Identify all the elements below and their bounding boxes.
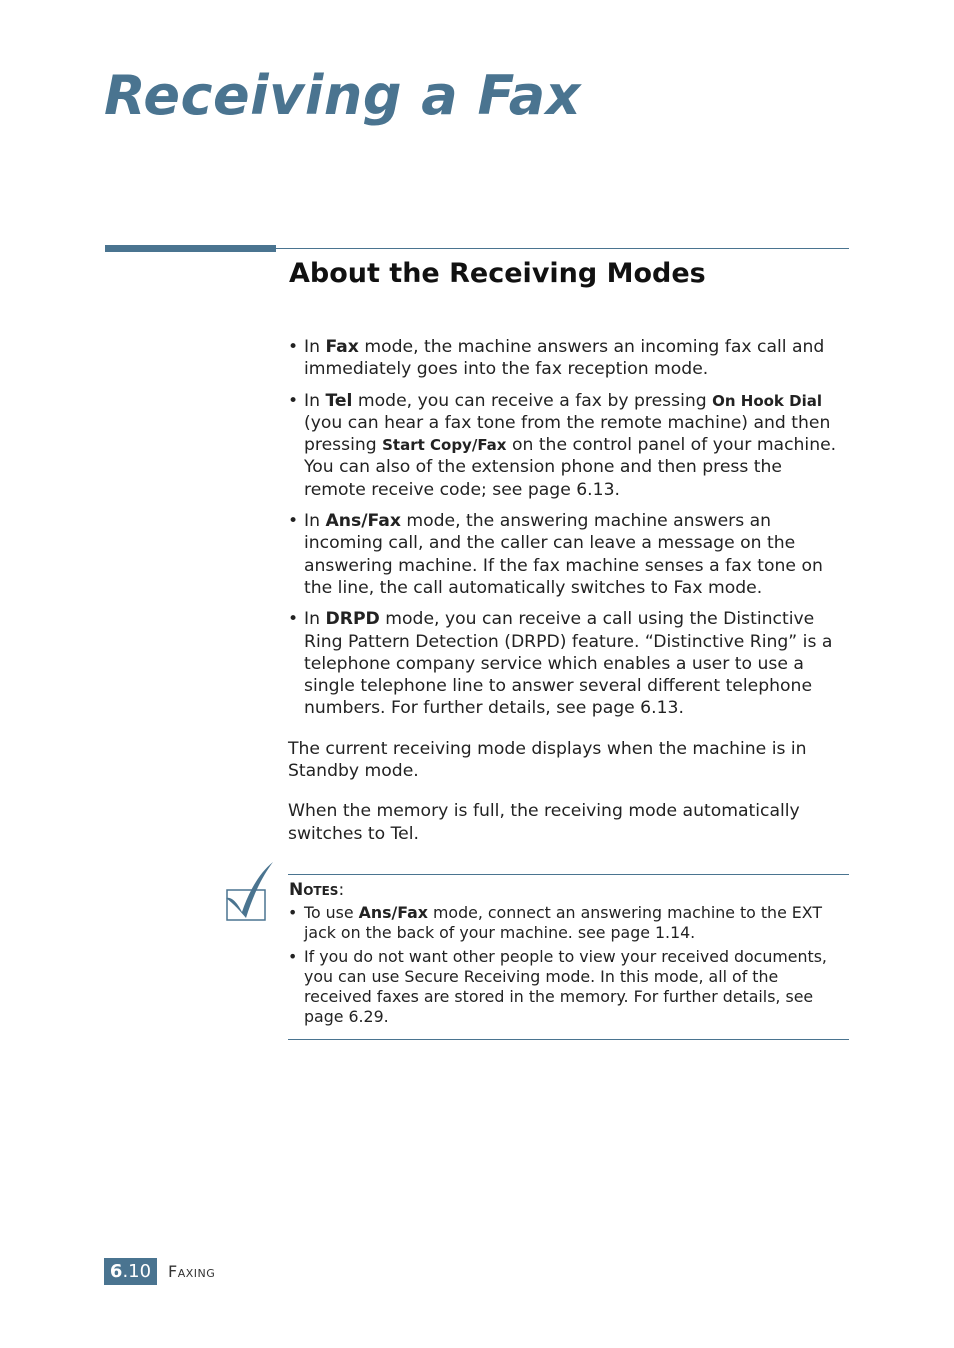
chapter-name: Faxing (168, 1262, 216, 1281)
bullet-text: (you can hear a fax tone from the remote machine) and then pressing (304, 412, 831, 456)
mode-name: Fax (325, 337, 359, 357)
bullet-text: In (304, 511, 326, 532)
list-item-ans-fax-mode (288, 510, 848, 599)
chapter-number: 6 (109, 1261, 123, 1282)
list-item-tel-mode (288, 390, 848, 501)
notes-colon: : (338, 880, 345, 900)
page-number-badge (104, 1258, 157, 1285)
page-footer (104, 1258, 215, 1285)
section-rule-thick (105, 245, 276, 252)
note-item (288, 947, 849, 1027)
note-item (288, 903, 849, 943)
paragraph-memory-full: When the memory is full, the receiving mode automatically switches to Tel. (288, 801, 800, 844)
section-heading: About the Receiving Modes (289, 258, 706, 289)
list-item-fax-mode (288, 336, 848, 381)
key-label: Start Copy/Fax (382, 436, 507, 455)
page-title: Receiving a Fax (104, 64, 581, 127)
notes-title-text: Notes (289, 880, 339, 900)
mode-name: Tel (325, 390, 353, 411)
mode-name: Ans/Fax (325, 511, 401, 532)
page-number: .10 (122, 1261, 152, 1282)
note-text: If you do not want other people to view your received documents, you can use Secure Receiving mode. In this mode, all of the received faxes are stored in the memory. For further details, see page 6.29. (304, 947, 827, 1026)
bullet-text: mode, you can receive a call using the Distinctive Ring Pattern Detection (DRPD) feature. “Distinctive Ring” is a telephone company service which enables a user to use a single telephone line to answer several different telephone numbers. For further details, see page 6.13. (304, 609, 833, 719)
bullet-text: In (304, 609, 326, 630)
mode-name: Ans/Fax (358, 903, 428, 922)
mode-list (288, 336, 848, 720)
list-item-drpd-mode (288, 608, 848, 719)
bullet-text: mode, the answering machine answers an incoming call, and the caller can leave a message on the answering machine. If the fax machine senses a fax tone on the line, the call automatically switches to Fax mode. (304, 511, 823, 598)
notes-box (288, 874, 849, 1040)
mode-name: DRPD (325, 609, 380, 630)
bullet-text: In (304, 337, 326, 357)
bullet-text: mode, the machine answers an incoming fax call and immediately goes into the fax reception mode. (304, 337, 825, 380)
paragraph-standby: The current receiving mode displays when the machine is in Standby mode. (288, 738, 807, 782)
bullet-text: In (304, 390, 326, 411)
notes-list (288, 903, 849, 1027)
section-rule-thin (276, 248, 849, 249)
notes-title (289, 880, 849, 900)
bullet-text: on the control panel of your machine. You can also of the extension phone and then press the remote receive code; see page 6.13. (304, 435, 837, 500)
checkmark-note-icon (224, 860, 276, 924)
bullet-text: mode, you can receive a fax by pressing (352, 390, 713, 411)
note-text: mode, connect an answering machine to the EXT jack on the back of your machine. see page 1.14. (304, 903, 822, 942)
note-text: To use (304, 903, 359, 922)
section-body (288, 336, 848, 845)
key-label: On Hook Dial (712, 391, 822, 410)
